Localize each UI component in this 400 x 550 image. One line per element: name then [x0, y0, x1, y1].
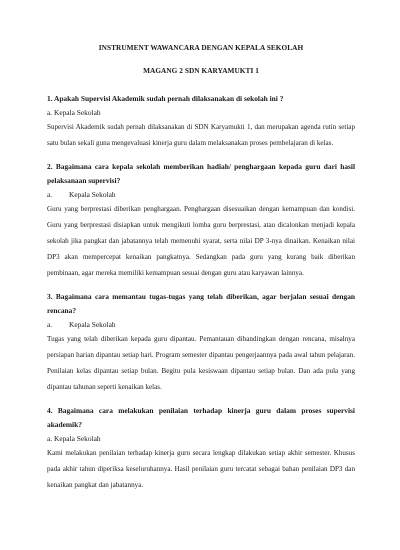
- qa-item-1: [47, 92, 355, 151]
- document-subtitle: MAGANG 2 SDN KARYAMUKTI 1: [143, 66, 259, 75]
- answer-1: Supervisi Akademik sudah pernah dilaksanakan di SDN Karyamukti 1, dan merupakan agenda rutin setiap satu bulan sekali guna mengevaluasi kinerja guru dalam melaksanakan proses pembelajaran di kelas.: [47, 123, 355, 147]
- answer-label-3-prefix: a.: [47, 320, 53, 329]
- answer-4: Kami melakukan penilaian terhadap kinerja guru secara lengkap dilakukan setiap akhir semester. Khusus pada akhir tahun diperiksa keseluruhannya. Hasil penilaian guru tercatat sebagai bahan penilaian DP3 dan kenaikan pangkat dan jabatannya.: [47, 449, 355, 489]
- document-title: INSTRUMENT WAWANCARA DENGAN KEPALA SEKOLAH: [98, 43, 304, 52]
- answer-2: Guru yang berprestasi diberikan penghargaan. Penghargaan disesuaikan dengan kemampuan dan kondisi. Guru yang berprestasi disiapkan untuk mengikuti lomba guru berprestasi, atau dicalonkan menjadi kepala sekolah jika pangkat dan jabatannya telah memenuhi syarat, serta nilai DP 3-nya dinaikan. Kenaikan nilai DP3 akan mempercepat kenaikan pangkatnya. Sedangkan pada guru yang kurang baik diberikan pembinaan, agar mereka memiliki kemampuan sesuai dengan guru atau karyawan lainnya.: [47, 205, 355, 277]
- question-3: 3. Bagaimana cara memantau tugas-tugas yang telah diberikan, agar berjalan sesuai dengan rencana?: [47, 292, 355, 315]
- question-1: 1. Apakah Supervisi Akademik sudah pernah dilaksanakan di sekolah ini ?: [47, 94, 284, 103]
- answer-label-3: [47, 318, 355, 331]
- qa-item-4: [47, 404, 355, 493]
- answer-label-4: a. Kepala Sekolah: [47, 434, 101, 443]
- question-4: 4. Bagaimana cara melakukan penilaian terhadap kinerja guru dalam proses supervisi akademik?: [47, 406, 355, 429]
- answer-label-2-text: Kepala Sekolah: [69, 190, 116, 199]
- answer-3: Tugas yang telah diberikan kepada guru dipantau. Pemantauan dibandingkan dengan rencana, misalnya persiapan harian dipantau setiap hari. Program semester dipantau pengerjaannya pada awal tahun pelajaran. Penilaian kelas dipantau setiap bulan. Begitu pula kesiswaan dipantau setiap bulan. Dan ada pula yang dipantau tahunan seperti kenaikan kelas.: [47, 335, 355, 391]
- answer-label-2-prefix: a.: [47, 190, 53, 199]
- qa-item-2: [47, 160, 355, 281]
- answer-label-1: a. Kepala Sekolah: [47, 108, 101, 117]
- answer-label-3-text: Kepala Sekolah: [69, 320, 116, 329]
- qa-item-3: [47, 290, 355, 395]
- question-2: 2. Bagaimana cara kepala sekolah memberikan hadiah/ penghargaan kepada guru dari hasil pelaksanaan supervisi?: [47, 162, 355, 185]
- answer-label-2: [47, 188, 355, 201]
